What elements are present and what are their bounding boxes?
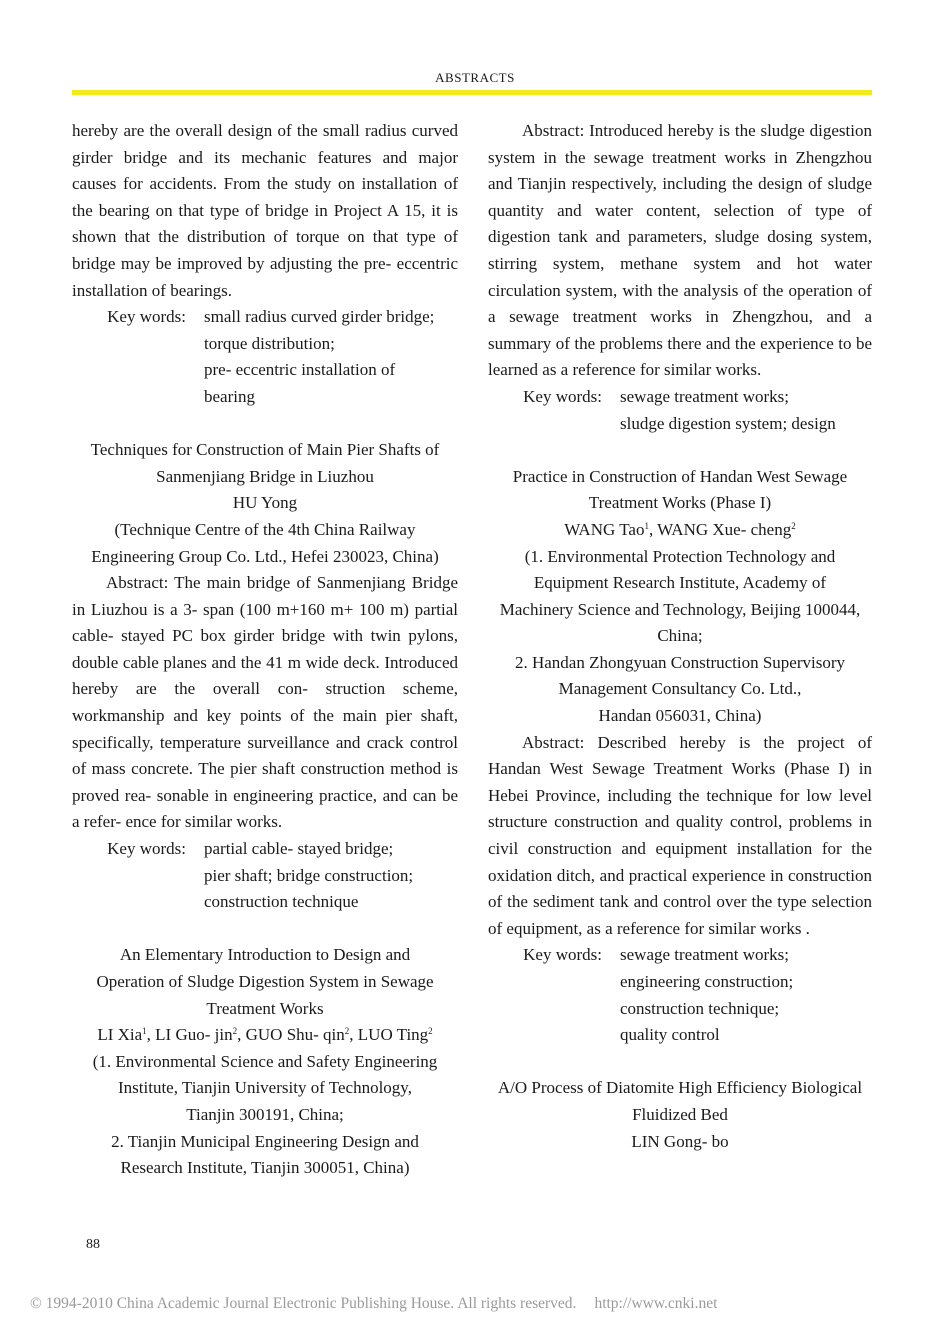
copyright-text: © 1994-2010 China Academic Journal Electronic Publishing House. All rights reserved. xyxy=(30,1295,577,1312)
article-affiliation: Handan 056031, China) xyxy=(598,706,762,726)
keyword: sewage treatment works; xyxy=(620,386,789,406)
keywords-label: Key words: xyxy=(107,307,186,327)
article-title: An Elementary Introduction to Design and xyxy=(119,945,411,965)
article-affiliation: (1. Environmental Protection Technology and xyxy=(524,546,836,566)
author-sup: 2 xyxy=(232,1026,238,1037)
article-affiliation: Research Institute, Tianjin 300051, China) xyxy=(120,1158,410,1178)
keyword: construction technique; xyxy=(620,998,780,1018)
keyword: sludge digestion system; design xyxy=(620,413,836,433)
author: , LUO Ting xyxy=(349,1025,429,1045)
author-sup: 2 xyxy=(344,1026,350,1037)
keyword: partial cable- stayed bridge; xyxy=(204,839,394,859)
article-author: LIN Gong- bo xyxy=(631,1131,729,1151)
article-affiliation: China; xyxy=(657,626,703,646)
keyword: torque distribution; xyxy=(204,333,335,353)
keywords-label: Key words: xyxy=(107,839,186,859)
article-title: Treatment Works xyxy=(206,998,324,1018)
article-affiliation: Tianjin 300191, China; xyxy=(186,1104,344,1124)
article-author: HU Yong xyxy=(232,493,298,513)
continued-abstract: hereby are the overall design of the small radius curved girder bridge and its mechanic features and major causes for accidents. From the study on installation of the bearing on that type of bridge in Project A 15, it is shown that the distribution of torque on that type of bridge may be improved by adjusting the pre- eccentric installation of bearings. xyxy=(72,121,458,300)
article-affiliation: Equipment Research Institute, Academy of xyxy=(533,573,827,593)
keyword: sewage treatment works; xyxy=(620,945,789,965)
author-sup: 2 xyxy=(428,1026,433,1037)
author-sup: 2 xyxy=(791,520,796,531)
article-title: Sanmenjiang Bridge in Liuzhou xyxy=(156,466,374,486)
article-authors xyxy=(488,517,872,544)
article-affiliation: Institute, Tianjin University of Technology, xyxy=(118,1078,412,1098)
article-authors xyxy=(72,1022,458,1049)
keyword: bearing xyxy=(204,386,255,406)
keywords-list xyxy=(620,942,872,1048)
right-column xyxy=(488,118,872,1155)
author: LI Xia xyxy=(97,1025,143,1045)
author: WANG Tao xyxy=(564,519,645,539)
keywords-label: Key words: xyxy=(523,386,602,406)
keywords-block xyxy=(72,304,458,410)
article-title: Fluidized Bed xyxy=(632,1104,728,1124)
keywords-list xyxy=(204,304,458,410)
author-sup: 1 xyxy=(644,520,649,531)
keyword: small radius curved girder bridge; xyxy=(204,307,435,327)
article-title: Practice in Construction of Handan West Sewage xyxy=(512,466,848,486)
keywords-block xyxy=(488,384,872,437)
keyword: construction technique xyxy=(204,892,359,912)
keyword: pre- eccentric installation of xyxy=(204,360,396,380)
author: , LI Guo- jin xyxy=(146,1025,233,1045)
article-affiliation: (1. Environmental Science and Safety Engineering xyxy=(92,1051,438,1071)
author: , GUO Shu- qin xyxy=(237,1025,345,1045)
copyright-footer xyxy=(30,1294,717,1314)
article-abstract: Abstract: The main bridge of Sanmenjiang Bridge in Liuzhou is a 3- span (100 m+160 m+ 100 m) partial cable- stayed PC box girder bridge with twin pylons, double cable planes and the 41 m wide deck. Introduced hereby are the overall con- struction scheme, workmanship and key points of the main pier shaft, specifically, temperature surveillance and crack control of mass concrete. The pier shaft construction method is proved rea- sonable in engineering practice, and can be a refer- ence for similar works. xyxy=(72,573,458,832)
article-abstract: Abstract: Described hereby is the project of Handan West Sewage Treatment Works (Phase I) in Hebei Province, including the technique for low level structure construction and quality control, problems in civil construction and equipment installation for the oxidation ditch, and practical experience in construction of the sediment tank and control over the type selection of equipment, as a reference for similar works . xyxy=(488,732,872,938)
article-affiliation: (Technique Centre of the 4th China Railway xyxy=(114,519,416,539)
keywords-list xyxy=(204,836,458,916)
header-rule xyxy=(72,90,872,95)
article-title: A/O Process of Diatomite High Efficiency Biological xyxy=(497,1078,863,1098)
footer-url: http://www.cnki.net xyxy=(594,1295,718,1312)
author: , WANG Xue- cheng xyxy=(648,519,792,539)
keyword: engineering construction; xyxy=(620,972,794,991)
article-affiliation: Machinery Science and Technology, Beijing 100044, xyxy=(499,599,861,619)
keywords-block xyxy=(72,836,458,916)
left-column xyxy=(72,118,458,1182)
article-affiliation: 2. Handan Zhongyuan Construction Supervisory xyxy=(514,652,846,672)
author-sup: 1 xyxy=(142,1026,147,1037)
article-title: Treatment Works (Phase I) xyxy=(588,493,772,513)
page-number: 88 xyxy=(86,1237,100,1252)
article-title: Techniques for Construction of Main Pier Shafts of xyxy=(90,440,440,460)
keyword: quality control xyxy=(620,1025,720,1045)
keywords-list xyxy=(620,384,872,437)
keywords-block xyxy=(488,942,872,1048)
article-affiliation: Management Consultancy Co. Ltd., xyxy=(558,679,802,699)
keywords-label: Key words: xyxy=(523,945,602,965)
keyword: pier shaft; bridge construction; xyxy=(204,865,414,885)
article-affiliation: 2. Tianjin Municipal Engineering Design and xyxy=(111,1131,419,1151)
article-title: Operation of Sludge Digestion System in Sewage xyxy=(96,972,434,991)
running-header: ABSTRACTS xyxy=(435,70,515,85)
article-affiliation: Engineering Group Co. Ltd., Hefei 230023, China) xyxy=(91,546,439,566)
article-abstract: Abstract: Introduced hereby is the sludge digestion system in the sewage treatment works in Zhengzhou and Tianjin respectively, including the design of sludge quantity and water content, selection of type of digestion tank and parameters, sludge dosing system, stirring system, methane system and hot water circulation system, with the analysis of the operation of a sewage treatment works in Zhengzhou, and a summary of the problems there and the experience to be learned as a reference for similar works. xyxy=(488,121,872,380)
